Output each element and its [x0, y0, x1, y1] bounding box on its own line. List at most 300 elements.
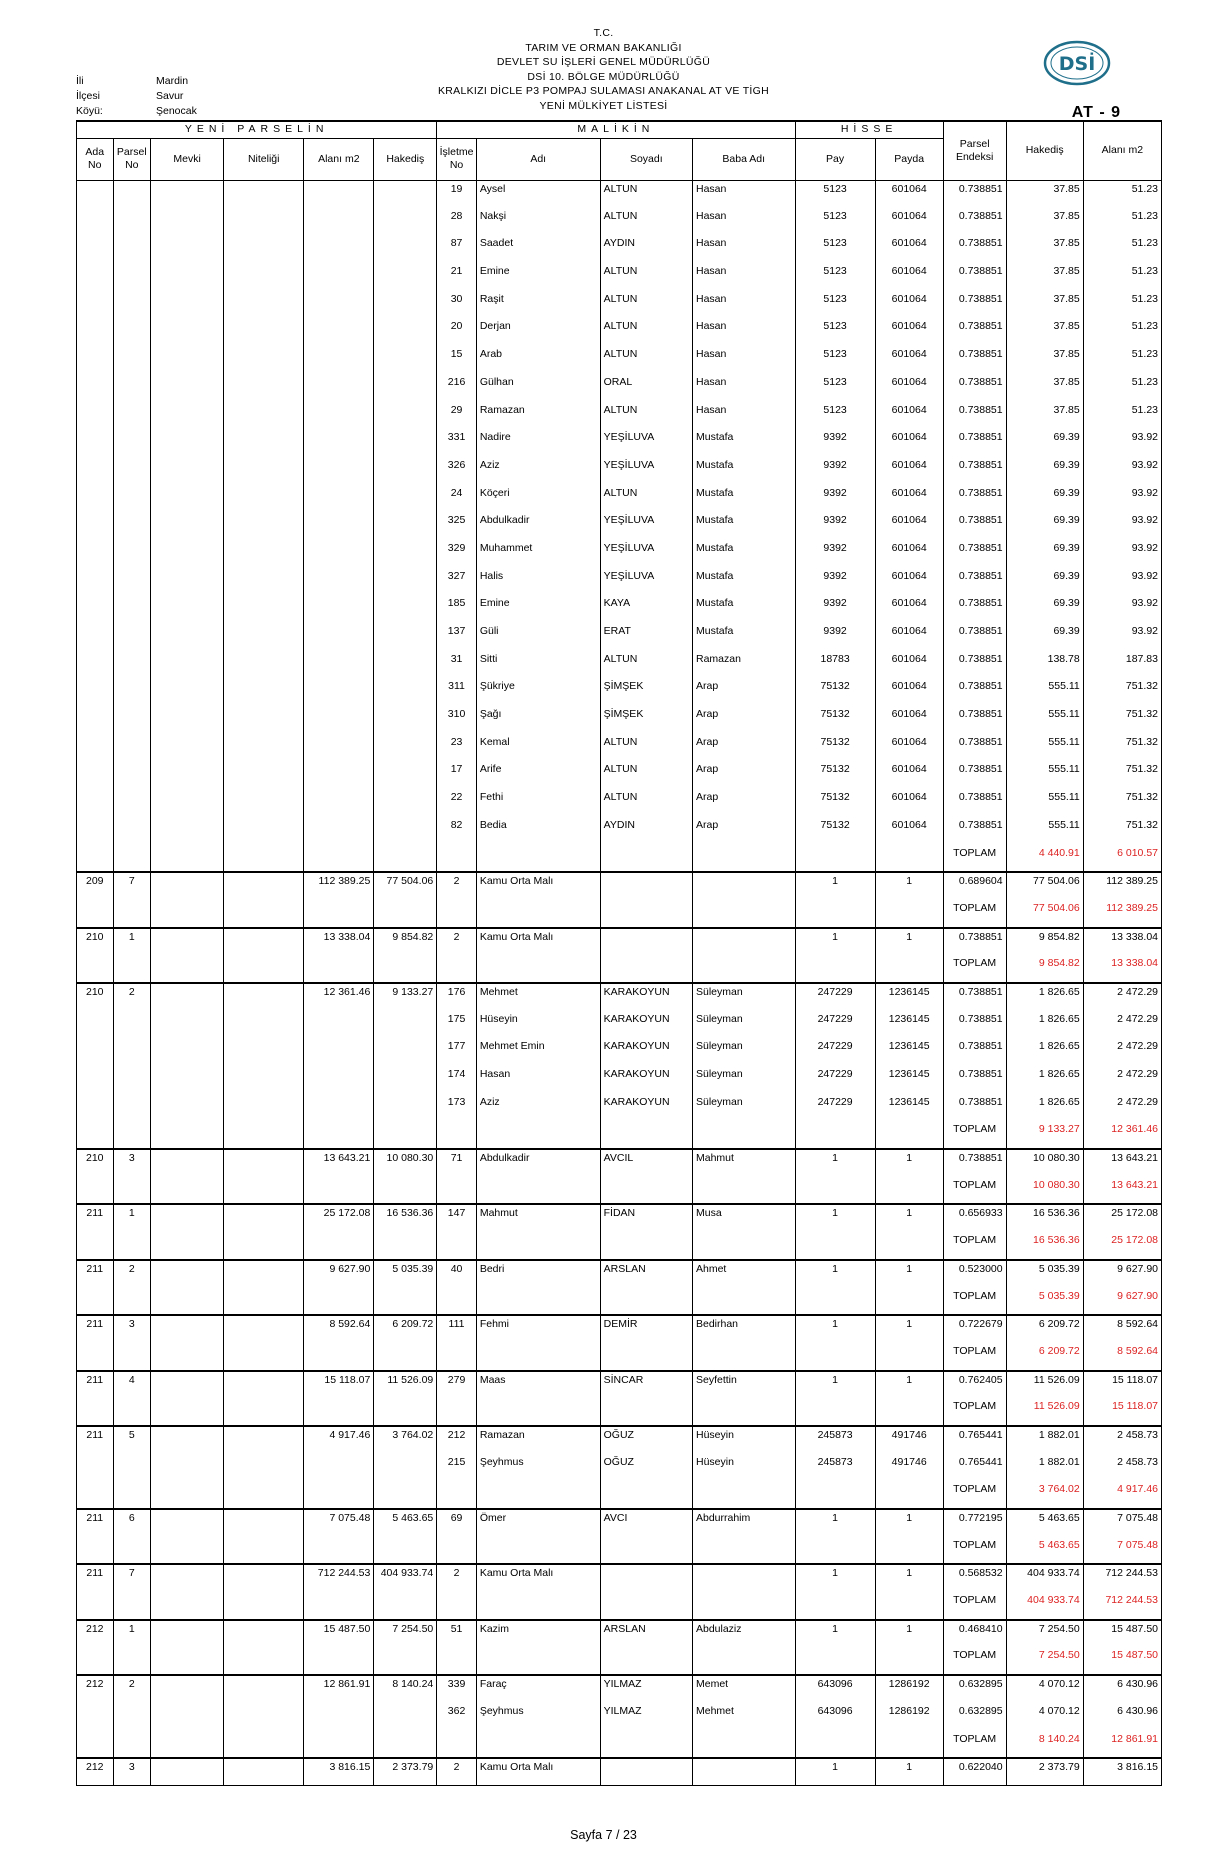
- empty-cell: [77, 512, 114, 540]
- empty-cell: [304, 1288, 374, 1316]
- empty-cell: [875, 1121, 943, 1149]
- cell-ada-no: 209: [77, 872, 114, 900]
- cell-adi: Aziz: [476, 1094, 600, 1122]
- empty-cell: [374, 318, 437, 346]
- cell-payda: 601064: [875, 678, 943, 706]
- cell-payda: 1286192: [875, 1675, 943, 1703]
- cell-ada-no: 211: [77, 1204, 114, 1232]
- empty-cell: [795, 845, 875, 873]
- empty-cell: [374, 402, 437, 430]
- empty-cell: [77, 1398, 114, 1426]
- cell-pay: 5123: [795, 374, 875, 402]
- total-row: [77, 845, 1162, 873]
- cell-hakedis: 16 536.36: [374, 1204, 437, 1232]
- cell-hakedis-owner: 37.85: [1006, 402, 1083, 430]
- cell-soyadi: YILMAZ: [600, 1675, 692, 1703]
- empty-cell: [151, 900, 224, 928]
- cell-hakedis-owner: 16 536.36: [1006, 1204, 1083, 1232]
- col-adi: Adı: [476, 138, 600, 180]
- cell-pay: 245873: [795, 1426, 875, 1454]
- empty-cell: [692, 1481, 795, 1509]
- total-alani: 7 075.48: [1083, 1537, 1161, 1565]
- parcel-row: [77, 1426, 1162, 1454]
- empty-cell: [600, 1647, 692, 1675]
- cell-hakedis-owner: 69.39: [1006, 429, 1083, 457]
- empty-cell: [113, 1011, 151, 1039]
- empty-cell: [374, 512, 437, 540]
- empty-cell: [151, 651, 224, 679]
- cell-isletme-no: 28: [437, 208, 477, 236]
- empty-cell: [224, 1177, 304, 1205]
- parcel-row: [77, 1315, 1162, 1343]
- empty-cell: [476, 1481, 600, 1509]
- empty-cell: [437, 1398, 477, 1426]
- empty-cell: [875, 1288, 943, 1316]
- empty-cell: [476, 1288, 600, 1316]
- owner-row: [77, 485, 1162, 513]
- cell-alani-owner: 2 472.29: [1083, 1038, 1161, 1066]
- total-row: [77, 1288, 1162, 1316]
- empty-cell: [224, 402, 304, 430]
- empty-cell: [151, 1343, 224, 1371]
- cell-baba-adi: [692, 1564, 795, 1592]
- cell-isletme-no: 24: [437, 485, 477, 513]
- empty-cell: [113, 402, 151, 430]
- empty-cell: [224, 291, 304, 319]
- empty-cell: [77, 1177, 114, 1205]
- empty-cell: [304, 1011, 374, 1039]
- cell-pay: 5123: [795, 402, 875, 430]
- total-label: TOPLAM: [943, 1177, 1006, 1205]
- cell-baba-adi: Abdurrahim: [692, 1509, 795, 1537]
- empty-cell: [151, 1537, 224, 1565]
- cell-mevki: [151, 1509, 224, 1537]
- empty-cell: [224, 374, 304, 402]
- cell-soyadi: KAYA: [600, 595, 692, 623]
- empty-cell: [304, 318, 374, 346]
- empty-cell: [224, 1481, 304, 1509]
- col-payda: Payda: [875, 138, 943, 180]
- total-alani: 15 118.07: [1083, 1398, 1161, 1426]
- cell-alani-owner: 751.32: [1083, 706, 1161, 734]
- empty-cell: [151, 485, 224, 513]
- empty-cell: [374, 235, 437, 263]
- cell-alani-owner: 15 118.07: [1083, 1371, 1161, 1399]
- cell-adi: Güli: [476, 623, 600, 651]
- cell-soyadi: ALTUN: [600, 734, 692, 762]
- cell-parsel-endeksi: 0.738851: [943, 540, 1006, 568]
- cell-hakedis: 2 373.79: [374, 1758, 437, 1786]
- cell-adi: Hüseyin: [476, 1011, 600, 1039]
- empty-cell: [374, 761, 437, 789]
- empty-cell: [374, 817, 437, 845]
- cell-hakedis: 404 933.74: [374, 1564, 437, 1592]
- empty-cell: [795, 1177, 875, 1205]
- cell-adi: Ramazan: [476, 402, 600, 430]
- empty-cell: [224, 595, 304, 623]
- empty-cell: [692, 1121, 795, 1149]
- cell-baba-adi: Bedirhan: [692, 1315, 795, 1343]
- empty-cell: [113, 595, 151, 623]
- cell-pay: 75132: [795, 817, 875, 845]
- owner-row: [77, 180, 1162, 208]
- total-alani: 6 010.57: [1083, 845, 1161, 873]
- empty-cell: [374, 651, 437, 679]
- cell-adi: Mehmet: [476, 983, 600, 1011]
- cell-parsel-endeksi: 0.738851: [943, 928, 1006, 956]
- cell-adi: Şeyhmus: [476, 1454, 600, 1482]
- cell-isletme-no: 175: [437, 1011, 477, 1039]
- empty-cell: [224, 651, 304, 679]
- empty-cell: [600, 845, 692, 873]
- cell-isletme-no: 329: [437, 540, 477, 568]
- logo-text: DSİ: [1058, 53, 1096, 75]
- empty-cell: [304, 291, 374, 319]
- empty-cell: [437, 1592, 477, 1620]
- empty-cell: [374, 595, 437, 623]
- cell-pay: 1: [795, 928, 875, 956]
- cell-parsel-no: 7: [113, 1564, 151, 1592]
- cell-alani-owner: 6 430.96: [1083, 1703, 1161, 1731]
- cell-payda: 1: [875, 1758, 943, 1786]
- cell-hakedis-owner: 11 526.09: [1006, 1371, 1083, 1399]
- total-hakedis: 9 133.27: [1006, 1121, 1083, 1149]
- cell-parsel-endeksi: 0.762405: [943, 1371, 1006, 1399]
- cell-parsel-endeksi: 0.738851: [943, 180, 1006, 208]
- empty-cell: [304, 457, 374, 485]
- empty-cell: [77, 429, 114, 457]
- empty-cell: [113, 1703, 151, 1731]
- empty-cell: [151, 595, 224, 623]
- cell-parsel-endeksi: 0.632895: [943, 1675, 1006, 1703]
- empty-cell: [77, 1066, 114, 1094]
- empty-cell: [113, 1232, 151, 1260]
- cell-baba-adi: Seyfettin: [692, 1371, 795, 1399]
- empty-cell: [224, 955, 304, 983]
- col-parsel-no: Parsel No: [113, 138, 151, 180]
- cell-hakedis-owner: 404 933.74: [1006, 1564, 1083, 1592]
- cell-parsel-no: 6: [113, 1509, 151, 1537]
- cell-adi: Arab: [476, 346, 600, 374]
- cell-baba-adi: Ahmet: [692, 1260, 795, 1288]
- cell-isletme-no: 31: [437, 651, 477, 679]
- cell-baba-adi: [692, 872, 795, 900]
- empty-cell: [113, 651, 151, 679]
- cell-payda: 601064: [875, 761, 943, 789]
- cell-hakedis: 8 140.24: [374, 1675, 437, 1703]
- cell-baba-adi: Musa: [692, 1204, 795, 1232]
- cell-alani: 8 592.64: [304, 1315, 374, 1343]
- cell-adi: Aysel: [476, 180, 600, 208]
- empty-cell: [374, 1121, 437, 1149]
- cell-payda: 1: [875, 1509, 943, 1537]
- cell-isletme-no: 2: [437, 1758, 477, 1786]
- empty-cell: [374, 1038, 437, 1066]
- cell-alani-owner: 93.92: [1083, 429, 1161, 457]
- empty-cell: [875, 1731, 943, 1759]
- cell-parsel-no: 3: [113, 1149, 151, 1177]
- empty-cell: [113, 1731, 151, 1759]
- cell-hakedis: 77 504.06: [374, 872, 437, 900]
- cell-isletme-no: 69: [437, 1509, 477, 1537]
- cell-pay: 643096: [795, 1703, 875, 1731]
- total-label: TOPLAM: [943, 900, 1006, 928]
- cell-pay: 245873: [795, 1454, 875, 1482]
- empty-cell: [304, 706, 374, 734]
- header-line: KRALKIZI DİCLE P3 POMPAJ SULAMASI ANAKANAL AT VE TİGH: [437, 85, 769, 97]
- owner-row: [77, 346, 1162, 374]
- empty-cell: [224, 540, 304, 568]
- total-row: [77, 1592, 1162, 1620]
- empty-cell: [476, 1343, 600, 1371]
- empty-cell: [476, 900, 600, 928]
- empty-cell: [77, 1343, 114, 1371]
- cell-soyadi: DEMİR: [600, 1315, 692, 1343]
- empty-cell: [77, 318, 114, 346]
- empty-cell: [77, 1121, 114, 1149]
- cell-isletme-no: 327: [437, 568, 477, 596]
- empty-cell: [113, 817, 151, 845]
- cell-pay: 9392: [795, 568, 875, 596]
- empty-cell: [304, 817, 374, 845]
- empty-cell: [224, 1647, 304, 1675]
- total-label: TOPLAM: [943, 1537, 1006, 1565]
- cell-pay: 643096: [795, 1675, 875, 1703]
- empty-cell: [304, 1481, 374, 1509]
- cell-soyadi: ALTUN: [600, 789, 692, 817]
- owner-row: [77, 734, 1162, 762]
- ownership-table: [76, 120, 1162, 1786]
- empty-cell: [224, 761, 304, 789]
- cell-payda: 1: [875, 1204, 943, 1232]
- empty-cell: [224, 706, 304, 734]
- cell-payda: 1: [875, 1371, 943, 1399]
- cell-baba-adi: Mustafa: [692, 595, 795, 623]
- owner-row: [77, 208, 1162, 236]
- cell-hakedis-owner: 138.78: [1006, 651, 1083, 679]
- total-alani: 13 643.21: [1083, 1177, 1161, 1205]
- cell-pay: 5123: [795, 235, 875, 263]
- cell-parsel-endeksi: 0.738851: [943, 235, 1006, 263]
- empty-cell: [151, 208, 224, 236]
- meta-value: Mardin: [156, 75, 189, 87]
- empty-cell: [437, 1177, 477, 1205]
- cell-isletme-no: 215: [437, 1454, 477, 1482]
- cell-adi: Abdulkadir: [476, 1149, 600, 1177]
- total-label: TOPLAM: [943, 1731, 1006, 1759]
- total-alani: 112 389.25: [1083, 900, 1161, 928]
- empty-cell: [437, 1121, 477, 1149]
- cell-pay: 75132: [795, 789, 875, 817]
- empty-cell: [151, 429, 224, 457]
- empty-cell: [224, 845, 304, 873]
- empty-cell: [77, 540, 114, 568]
- empty-cell: [600, 1232, 692, 1260]
- empty-cell: [151, 568, 224, 596]
- cell-hakedis-owner: 69.39: [1006, 540, 1083, 568]
- cell-alani: 15 487.50: [304, 1620, 374, 1648]
- cell-mevki: [151, 1675, 224, 1703]
- cell-baba-adi: Süleyman: [692, 1038, 795, 1066]
- cell-pay: 1: [795, 1509, 875, 1537]
- empty-cell: [77, 568, 114, 596]
- col-hakedis-owner: Hakediş: [1006, 121, 1083, 180]
- total-row: [77, 955, 1162, 983]
- cell-adi: Nakşi: [476, 208, 600, 236]
- total-label: TOPLAM: [943, 1647, 1006, 1675]
- total-label: TOPLAM: [943, 1343, 1006, 1371]
- empty-cell: [151, 1398, 224, 1426]
- empty-cell: [374, 485, 437, 513]
- total-label: TOPLAM: [943, 1121, 1006, 1149]
- empty-cell: [77, 1647, 114, 1675]
- empty-cell: [692, 900, 795, 928]
- empty-cell: [77, 1703, 114, 1731]
- empty-cell: [113, 706, 151, 734]
- cell-adi: Şükriye: [476, 678, 600, 706]
- empty-cell: [795, 1121, 875, 1149]
- page-footer: Sayfa 7 / 23: [570, 1828, 637, 1842]
- empty-cell: [224, 1398, 304, 1426]
- cell-ada-no: 211: [77, 1509, 114, 1537]
- cell-alani-owner: 751.32: [1083, 761, 1161, 789]
- empty-cell: [374, 1288, 437, 1316]
- total-row: [77, 1647, 1162, 1675]
- cell-parsel-endeksi: 0.738851: [943, 1094, 1006, 1122]
- cell-adi: Arife: [476, 761, 600, 789]
- cell-hakedis-owner: 4 070.12: [1006, 1703, 1083, 1731]
- empty-cell: [77, 1592, 114, 1620]
- empty-cell: [374, 789, 437, 817]
- cell-parsel-no: 4: [113, 1371, 151, 1399]
- cell-isletme-no: 326: [437, 457, 477, 485]
- cell-alani-owner: 187.83: [1083, 651, 1161, 679]
- cell-hakedis-owner: 7 254.50: [1006, 1620, 1083, 1648]
- empty-cell: [224, 1011, 304, 1039]
- cell-baba-adi: [692, 928, 795, 956]
- cell-alani-owner: 751.32: [1083, 817, 1161, 845]
- total-row: [77, 1121, 1162, 1149]
- cell-hakedis-owner: 37.85: [1006, 263, 1083, 291]
- owner-row: [77, 318, 1162, 346]
- empty-cell: [304, 1398, 374, 1426]
- cell-alani-owner: 93.92: [1083, 568, 1161, 596]
- cell-parsel-endeksi: 0.738851: [943, 263, 1006, 291]
- header-line: DSİ 10. BÖLGE MÜDÜRLÜĞÜ: [527, 70, 680, 83]
- cell-isletme-no: 310: [437, 706, 477, 734]
- cell-alani: 25 172.08: [304, 1204, 374, 1232]
- meta-row-koy: [76, 104, 197, 119]
- empty-cell: [151, 789, 224, 817]
- empty-cell: [374, 457, 437, 485]
- cell-hakedis-owner: 2 373.79: [1006, 1758, 1083, 1786]
- cell-soyadi: YEŞİLUVA: [600, 512, 692, 540]
- empty-cell: [795, 1232, 875, 1260]
- cell-alani-owner: 2 458.73: [1083, 1426, 1161, 1454]
- cell-soyadi: FİDAN: [600, 1204, 692, 1232]
- total-row: [77, 1398, 1162, 1426]
- cell-parsel-endeksi: 0.772195: [943, 1509, 1006, 1537]
- cell-pay: 247229: [795, 1011, 875, 1039]
- cell-pay: 9392: [795, 623, 875, 651]
- cell-parsel-endeksi: 0.738851: [943, 318, 1006, 346]
- total-row: [77, 1537, 1162, 1565]
- cell-hakedis-owner: 69.39: [1006, 595, 1083, 623]
- owner-row: [77, 512, 1162, 540]
- empty-cell: [476, 1647, 600, 1675]
- cell-soyadi: ORAL: [600, 374, 692, 402]
- cell-hakedis: 5 463.65: [374, 1509, 437, 1537]
- cell-isletme-no: 362: [437, 1703, 477, 1731]
- cell-alani-owner: 2 472.29: [1083, 1011, 1161, 1039]
- cell-soyadi: YEŞİLUVA: [600, 429, 692, 457]
- total-hakedis: 3 764.02: [1006, 1481, 1083, 1509]
- empty-cell: [77, 180, 114, 208]
- owner-row: [77, 1703, 1162, 1731]
- cell-alani-owner: 751.32: [1083, 734, 1161, 762]
- empty-cell: [304, 512, 374, 540]
- cell-ada-no: 211: [77, 1371, 114, 1399]
- cell-hakedis-owner: 37.85: [1006, 180, 1083, 208]
- cell-pay: 1: [795, 1149, 875, 1177]
- cell-payda: 601064: [875, 651, 943, 679]
- cell-baba-adi: Hüseyin: [692, 1426, 795, 1454]
- cell-parsel-endeksi: 0.738851: [943, 291, 1006, 319]
- cell-isletme-no: 177: [437, 1038, 477, 1066]
- cell-adi: Raşit: [476, 291, 600, 319]
- empty-cell: [795, 1288, 875, 1316]
- col-alani: Alanı m2: [304, 138, 374, 180]
- cell-alani-owner: 112 389.25: [1083, 872, 1161, 900]
- cell-hakedis-owner: 555.11: [1006, 706, 1083, 734]
- empty-cell: [224, 1592, 304, 1620]
- total-alani: 4 917.46: [1083, 1481, 1161, 1509]
- empty-cell: [437, 1481, 477, 1509]
- cell-mevki: [151, 1426, 224, 1454]
- empty-cell: [113, 540, 151, 568]
- total-hakedis: 4 440.91: [1006, 845, 1083, 873]
- cell-payda: 601064: [875, 235, 943, 263]
- cell-adi: Abdulkadir: [476, 512, 600, 540]
- cell-payda: 601064: [875, 208, 943, 236]
- empty-cell: [151, 1232, 224, 1260]
- empty-cell: [151, 761, 224, 789]
- cell-soyadi: OĞUZ: [600, 1426, 692, 1454]
- empty-cell: [304, 734, 374, 762]
- cell-payda: 601064: [875, 457, 943, 485]
- cell-soyadi: ALTUN: [600, 346, 692, 374]
- cell-payda: 1: [875, 1149, 943, 1177]
- empty-cell: [224, 180, 304, 208]
- empty-cell: [224, 1232, 304, 1260]
- cell-pay: 5123: [795, 208, 875, 236]
- empty-cell: [304, 900, 374, 928]
- empty-cell: [692, 1177, 795, 1205]
- cell-payda: 601064: [875, 512, 943, 540]
- cell-soyadi: ARSLAN: [600, 1260, 692, 1288]
- empty-cell: [151, 845, 224, 873]
- cell-alani: 15 118.07: [304, 1371, 374, 1399]
- empty-cell: [304, 789, 374, 817]
- cell-alani: 13 338.04: [304, 928, 374, 956]
- cell-parsel-endeksi: 0.738851: [943, 485, 1006, 513]
- cell-payda: 601064: [875, 734, 943, 762]
- total-hakedis: 16 536.36: [1006, 1232, 1083, 1260]
- cell-pay: 1: [795, 1620, 875, 1648]
- empty-cell: [875, 1481, 943, 1509]
- empty-cell: [600, 1592, 692, 1620]
- empty-cell: [600, 1121, 692, 1149]
